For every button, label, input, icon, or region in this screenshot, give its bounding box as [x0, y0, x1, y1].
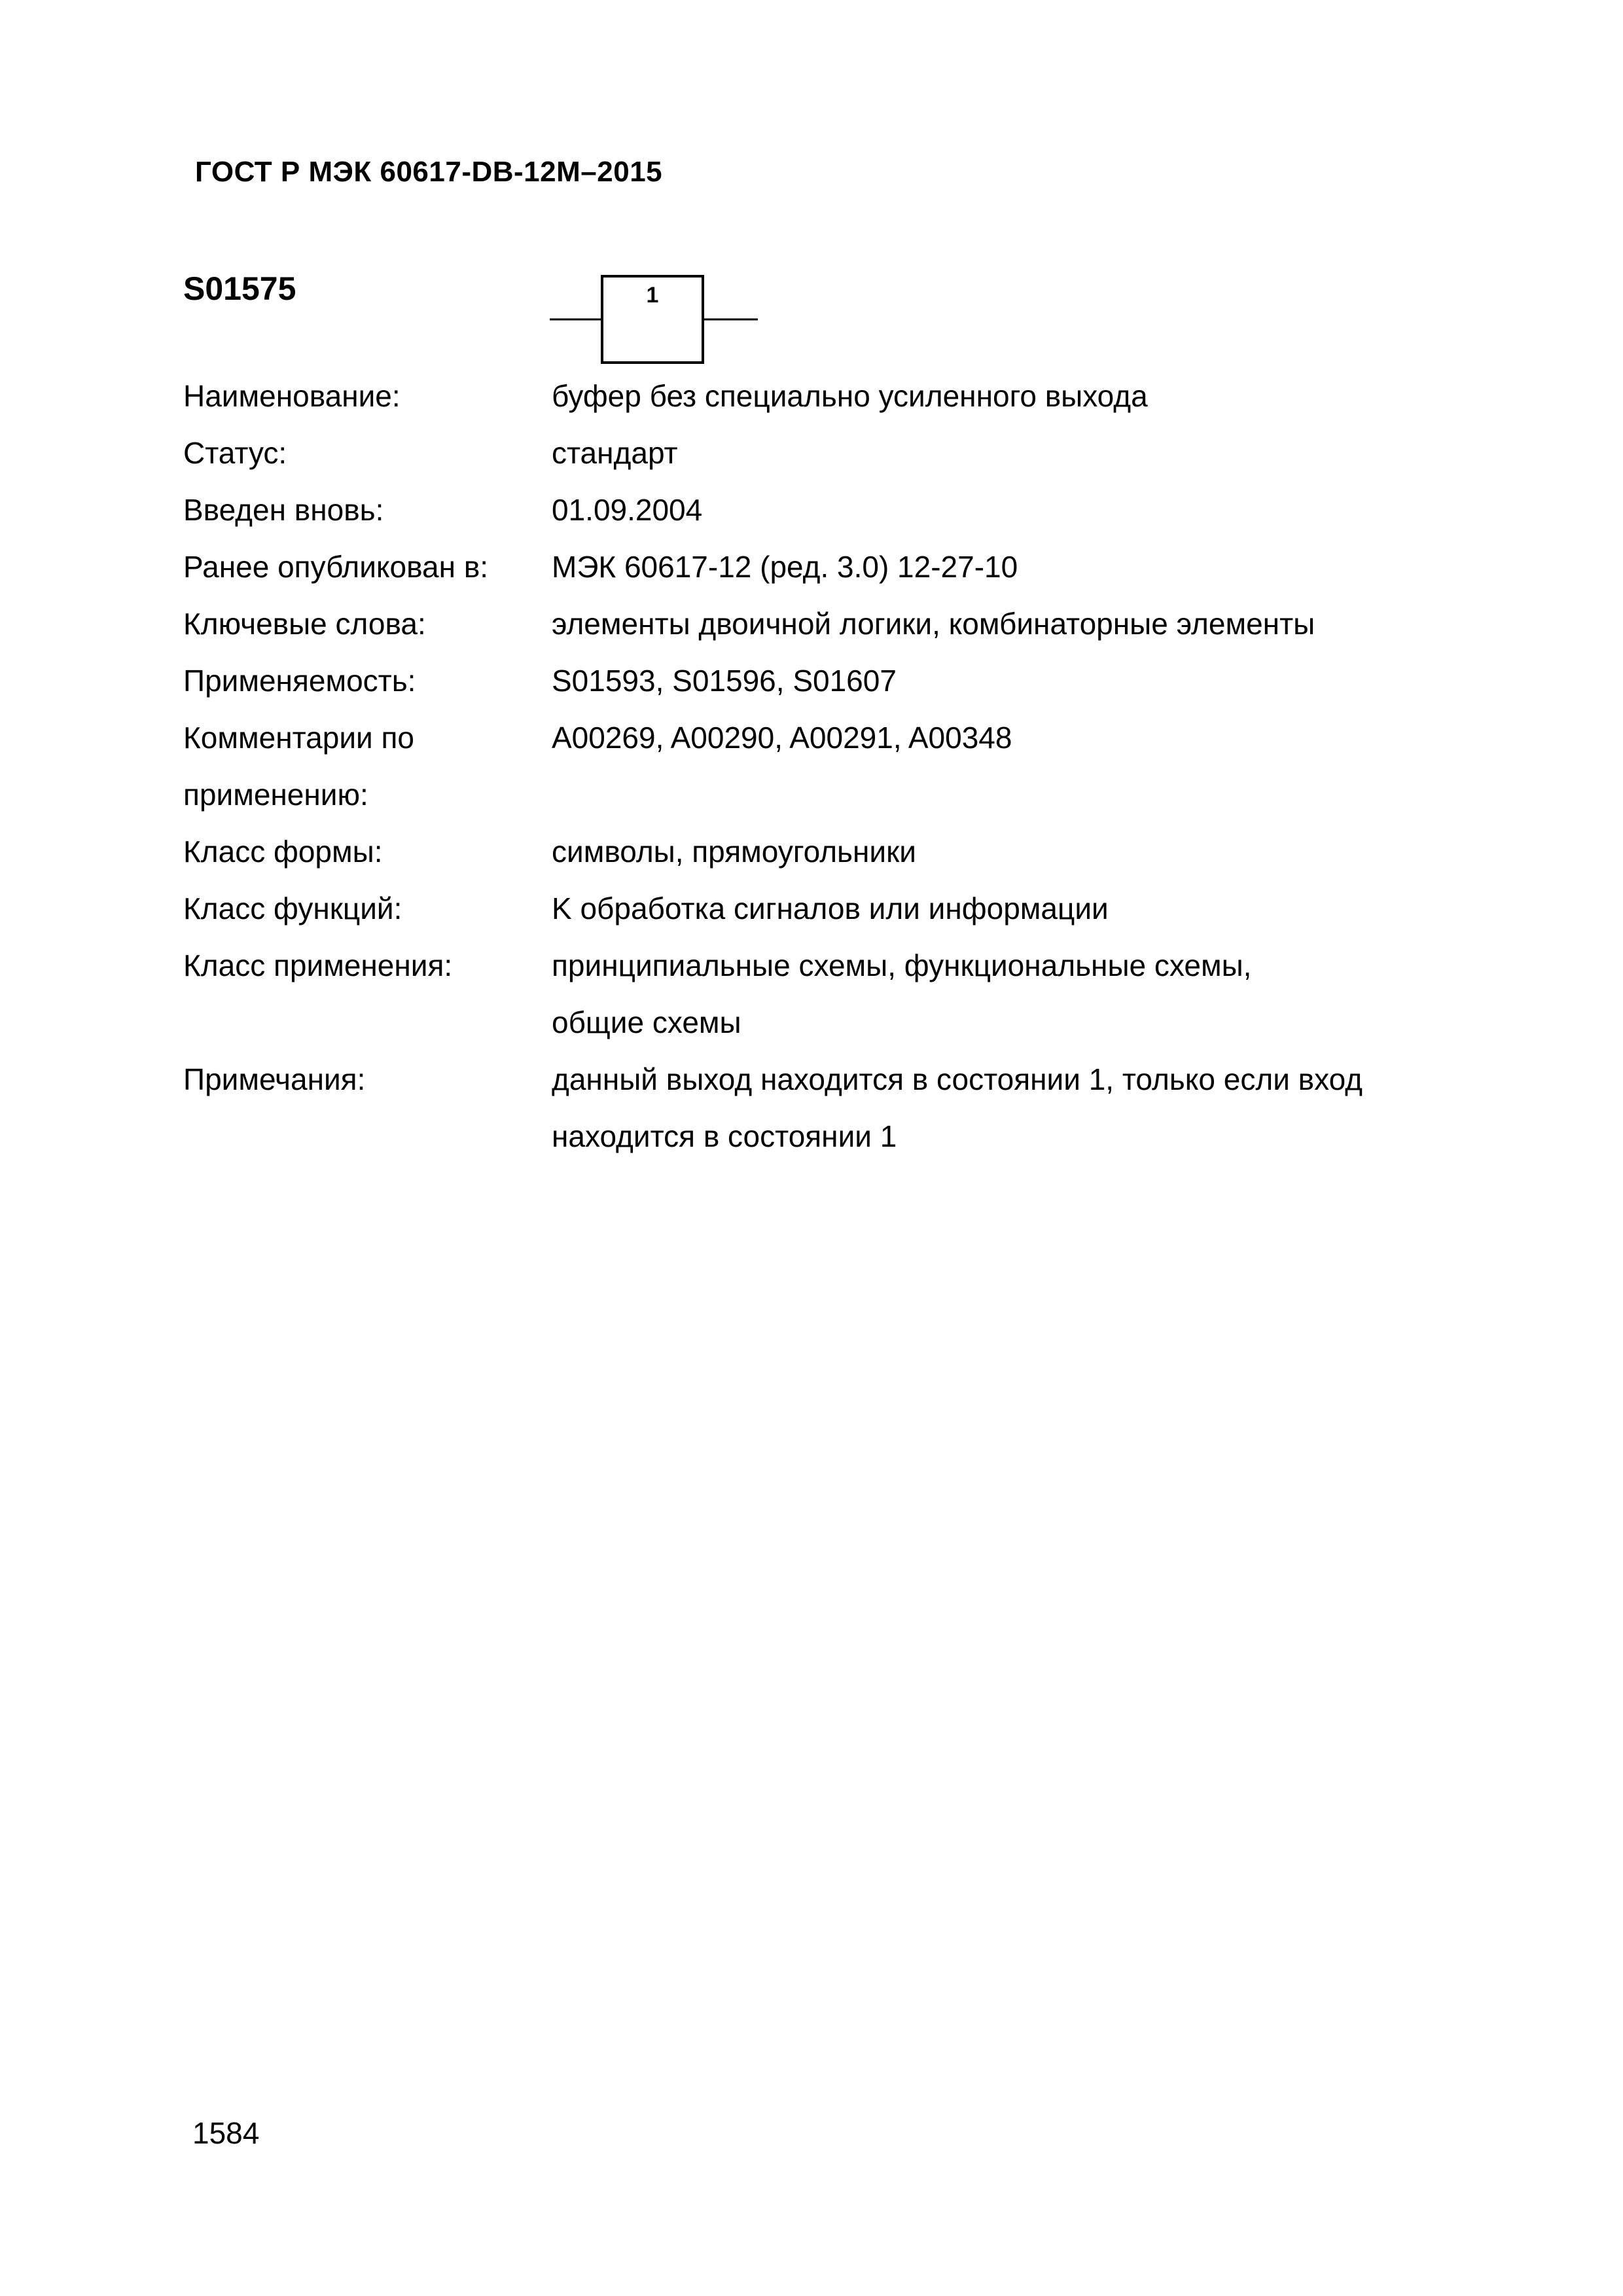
property-row-introduced [183, 482, 1492, 539]
page-number: 1584 [192, 2116, 260, 2150]
property-label: Ключевые слова: [183, 607, 426, 641]
property-value: стандарт [552, 436, 678, 470]
property-row-application-class [183, 937, 1492, 1051]
property-label: Класс формы: [183, 834, 383, 869]
property-label: Введен вновь: [183, 493, 384, 527]
property-row-shape-class [183, 823, 1492, 880]
property-label: Комментарии по применению: [183, 721, 414, 812]
property-value: символы, прямоугольники [552, 834, 916, 869]
property-value: A00269, A00290, A00291, A00348 [552, 721, 1012, 755]
property-label: Класс функций: [183, 891, 402, 925]
property-value: данный выход находится в состоянии 1, только если вход находится в состоянии 1 [552, 1062, 1363, 1153]
buffer-symbol-figure [550, 270, 759, 369]
property-label: Ранее опубликован в: [183, 550, 489, 584]
property-row-notes [183, 1051, 1492, 1165]
symbol-code: S01575 [183, 270, 296, 307]
property-row-applicability [183, 653, 1492, 709]
property-label: Примечания: [183, 1062, 366, 1096]
property-value: K обработка сигналов или информации [552, 891, 1109, 925]
property-value: буфер без специально усиленного выхода [552, 379, 1148, 413]
property-row-status [183, 425, 1492, 482]
property-row-comments [183, 709, 1492, 823]
symbol-qualifier: 1 [646, 283, 659, 308]
property-row-keywords [183, 596, 1492, 653]
property-value: МЭК 60617-12 (ред. 3.0) 12-27-10 [552, 550, 1018, 584]
property-label: Применяемость: [183, 664, 416, 698]
property-row-published-in [183, 539, 1492, 596]
property-value: принципиальные схемы, функциональные схемы, общие схемы [552, 948, 1252, 1039]
property-value: 01.09.2004 [552, 493, 703, 527]
properties-table [183, 368, 1492, 1165]
property-value: элементы двоичной логики, комбинаторные элементы [552, 607, 1315, 641]
property-row-function-class [183, 880, 1492, 937]
property-value: S01593, S01596, S01607 [552, 664, 897, 698]
document-header: ГОСТ Р МЭК 60617-DB-12М–2015 [195, 156, 663, 188]
property-label: Наименование: [183, 379, 401, 413]
property-label: Статус: [183, 436, 287, 470]
property-label: Класс применения: [183, 948, 453, 982]
property-row-name [183, 368, 1492, 425]
